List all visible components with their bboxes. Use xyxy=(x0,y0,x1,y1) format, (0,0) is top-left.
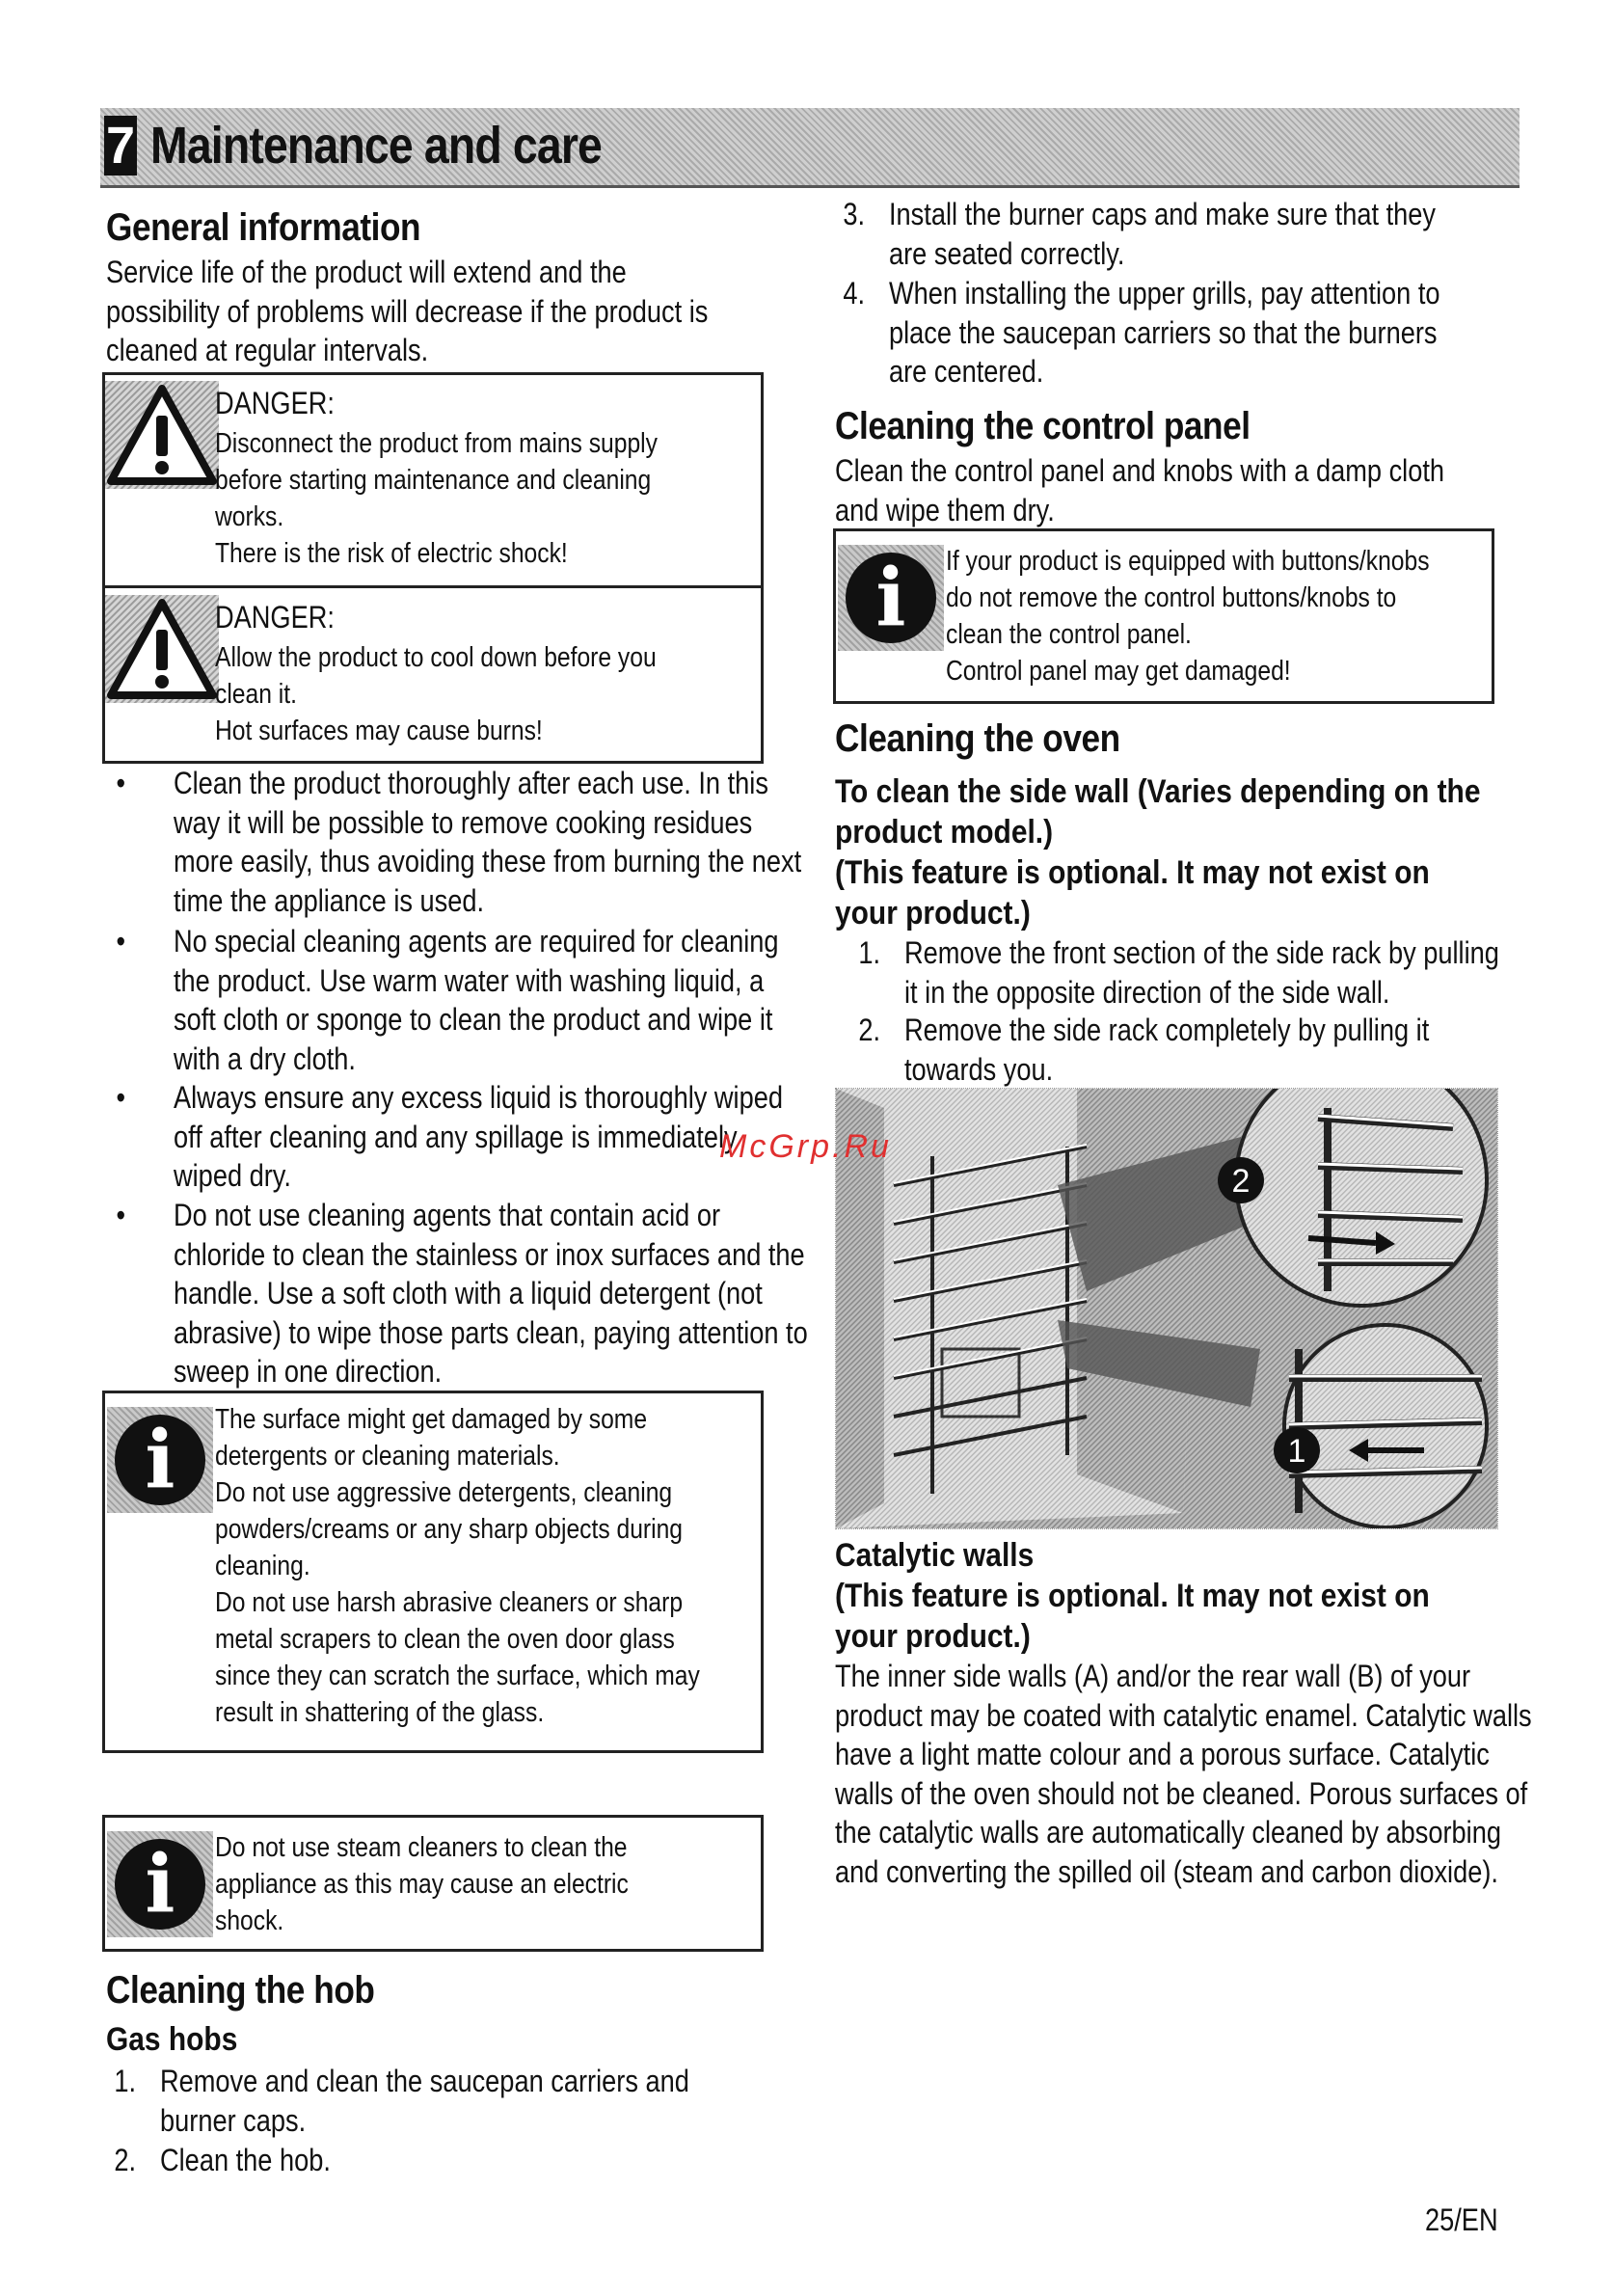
info-box xyxy=(102,1391,764,1753)
step-text: When installing the upper grills, pay attention to place the saucepan carriers so that the burners are centered. xyxy=(889,276,1440,389)
step-number: 1. xyxy=(858,935,881,970)
catalytic-optional: (This feature is optional. It may not exist on your product.) xyxy=(835,1578,1430,1655)
control-panel-text: Clean the control panel and knobs with a damp cloth and wipe them dry. xyxy=(835,453,1445,527)
step-text: Clean the hob. xyxy=(160,2143,331,2177)
list-item xyxy=(114,2141,750,2180)
danger1-text: Disconnect the product from mains supply before starting maintenance and cleaning works. xyxy=(215,428,658,532)
bullet-text: Clean the product thoroughly after each use. In this way it will be possible to remove cooking residues more easily, thus avoiding these from burning the next time the appliance is used. xyxy=(174,766,802,918)
info-icon: i xyxy=(107,1407,213,1513)
step-text: Remove the side rack completely by pulling it towards you. xyxy=(904,1013,1430,1087)
info-box xyxy=(102,1815,764,1952)
chapter-number: 7 xyxy=(105,117,136,175)
watermark: McGrp.Ru xyxy=(719,1128,892,1165)
danger-box xyxy=(102,372,764,764)
step-number: 3. xyxy=(843,197,866,231)
list-item xyxy=(114,2062,750,2140)
warning-triangle-icon xyxy=(105,595,219,708)
divider xyxy=(105,585,761,588)
list-item xyxy=(858,933,1511,1012)
danger2-text: Allow the product to cool down before you clean it. xyxy=(215,642,657,710)
bullet-text: Always ensure any excess liquid is thoroughly wiped off after cleaning and any spillage is immediately wiped dry. xyxy=(174,1080,783,1193)
step-text: Install the burner caps and make sure that they are seated correctly. xyxy=(889,197,1436,271)
step-number: 4. xyxy=(843,276,866,311)
optional-note: (This feature is optional. It may not exist on your product.) xyxy=(835,854,1430,932)
info-icon: i xyxy=(838,545,944,651)
list-item xyxy=(116,764,813,922)
list-item xyxy=(116,922,813,1078)
step-2-label: 2 xyxy=(1231,1163,1251,1200)
info1-p2: Do not use aggressive detergents, cleaning powders/creams or any sharp objects during cleaning. xyxy=(215,1477,684,1581)
list-item xyxy=(116,1196,813,1391)
bullet-text: No special cleaning agents are required for cleaning the product. Use warm water with washing liquid, a soft cloth or sponge to clean the product and wipe it with a dry cloth. xyxy=(174,924,779,1076)
danger2-title: DANGER: xyxy=(215,600,335,635)
list-item xyxy=(858,1011,1511,1089)
list-item xyxy=(843,274,1471,392)
control-info-p1: If your product is equipped with buttons/knobs do not remove the control buttons/knobs to clean the control panel. xyxy=(946,546,1430,650)
list-item xyxy=(116,1078,796,1196)
danger1-title: DANGER: xyxy=(215,386,335,420)
step-text: Remove the front section of the side rack by pulling it in the opposite direction of the side wall. xyxy=(904,935,1499,1010)
side-rack-illustration xyxy=(835,1088,1498,1529)
chapter-header xyxy=(100,108,1520,188)
step-number: 1. xyxy=(114,2064,137,2098)
control-info-p2: Control panel may get damaged! xyxy=(946,656,1291,687)
control-panel-heading: Cleaning the control panel xyxy=(835,405,1251,447)
info-icon: i xyxy=(107,1831,213,1937)
step-1-label: 1 xyxy=(1287,1433,1306,1470)
info-box xyxy=(833,528,1494,704)
info2-p1: Do not use steam cleaners to clean the appliance as this may cause an electric shock. xyxy=(215,1832,629,1936)
info1-p1: The surface might get damaged by some detergents or cleaning materials. xyxy=(215,1404,648,1472)
bullet-icon: • xyxy=(116,1198,126,1232)
chapter-title: Maintenance and care xyxy=(150,117,603,175)
hob-heading: Cleaning the hob xyxy=(106,1969,375,2012)
general-intro: Service life of the product will extend and the possibility of problems will decrease if the product is cleaned at regular intervals. xyxy=(106,255,709,367)
catalytic-heading: Catalytic walls xyxy=(835,1537,1035,1574)
warning-triangle-icon xyxy=(105,381,219,494)
step-text: Remove and clean the saucepan carriers and burner caps. xyxy=(160,2064,689,2138)
bullet-icon: • xyxy=(116,924,126,959)
oven-rack-drawing xyxy=(836,1089,1497,1528)
bullet-text: Do not use cleaning agents that contain acid or chloride to clean the stainless or inox surfaces and the handle. Use a soft cloth with a liquid detergent (not abrasive) to wipe those parts clean, paying attention to sweep in one direction. xyxy=(174,1198,808,1389)
general-heading: General information xyxy=(106,206,421,249)
danger2-text2: Hot surfaces may cause burns! xyxy=(215,716,543,746)
bullet-icon: • xyxy=(116,766,126,800)
side-wall-heading: To clean the side wall (Varies depending on the product model.) xyxy=(835,773,1481,851)
danger1-text2: There is the risk of electric shock! xyxy=(215,538,568,569)
list-item xyxy=(843,195,1471,273)
catalytic-text: The inner side walls (A) and/or the rear wall (B) of your product may be coated with catalytic enamel. Catalytic walls have a light matte colour and a porous surface. Catalytic walls of the oven should not be cleaned. Porous surfaces of the catalytic walls are automatically cleaned by absorbing and converting the spilled oil (steam and carbon dioxide). xyxy=(835,1659,1532,1889)
step-number: 2. xyxy=(114,2143,137,2177)
info1-p3: Do not use harsh abrasive cleaners or sharp metal scrapers to clean the oven door glass since they can scratch the surface, which may result in shattering of the glass. xyxy=(215,1587,700,1728)
bullet-icon: • xyxy=(116,1080,126,1115)
oven-heading: Cleaning the oven xyxy=(835,717,1120,760)
hob-subheading: Gas hobs xyxy=(106,2021,238,2058)
page-number: 25/EN xyxy=(1425,2202,1498,2237)
step-number: 2. xyxy=(858,1013,881,1047)
